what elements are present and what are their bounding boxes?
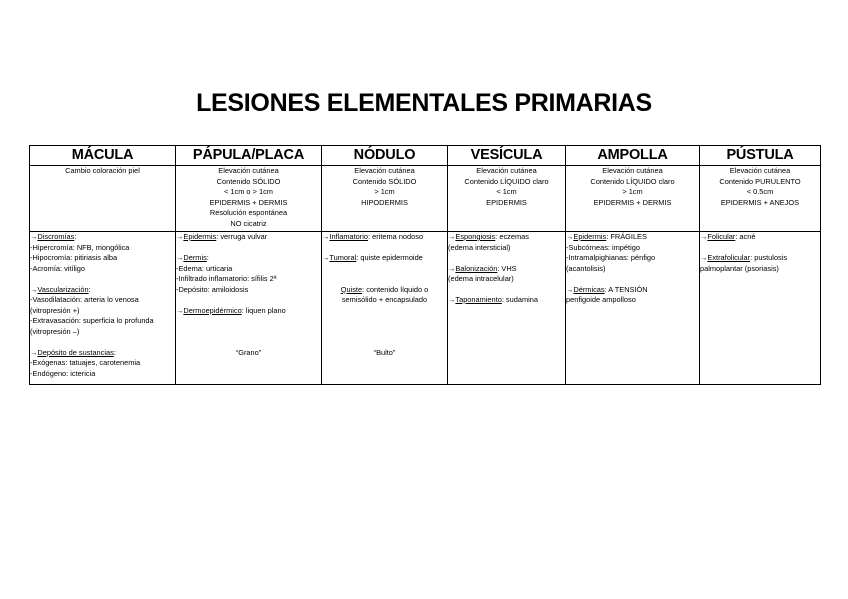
detail-line: (vitropresión +) xyxy=(30,305,80,315)
summary-line: Contenido SÓLIDO xyxy=(352,176,417,186)
subtype-heading: Dérmicas xyxy=(573,284,605,294)
line-gap xyxy=(322,243,447,254)
column-header: MÁCULA xyxy=(30,146,176,166)
detail-cell xyxy=(566,232,700,385)
subtype-text: : contenido líquido o xyxy=(362,284,429,294)
summary-line: EPIDERMIS + DERMIS xyxy=(593,197,672,207)
line-gap xyxy=(448,285,565,296)
summary-line: HIPODERMIS xyxy=(361,197,408,207)
summary-line: Contenido PURULENTO xyxy=(719,176,801,186)
subtype-heading: Tumoral xyxy=(329,253,357,262)
header-row xyxy=(30,146,821,166)
detail-line: penfigoide ampolloso xyxy=(566,295,636,304)
arrow-icon: → xyxy=(176,253,184,262)
subtype-heading: Depósito de sustancias xyxy=(37,347,114,357)
subtype-text: : quiste epidermoide xyxy=(356,253,423,262)
subtype-line xyxy=(566,285,699,296)
arrow-icon: → xyxy=(30,284,38,294)
subtype-text: : acné xyxy=(735,232,756,241)
summary-line: Elevación cutánea xyxy=(602,166,663,175)
subtype-text: : xyxy=(206,253,209,262)
detail-line: -Acromía: vitíligo xyxy=(30,263,86,273)
subtype-heading: Dermoepidérmico xyxy=(183,305,242,315)
summary-line: < 1cm xyxy=(496,187,517,196)
subtype-heading: Epidermis xyxy=(573,232,607,241)
subtype-line xyxy=(448,295,565,306)
line-gap xyxy=(322,264,447,275)
line-gap xyxy=(700,243,820,254)
summary-line: Elevación cutánea xyxy=(354,166,415,175)
detail-line: -Edema: urticaria xyxy=(176,263,233,273)
subtype-text: : sudamina xyxy=(501,295,538,304)
subtype-heading: Discromías xyxy=(37,232,75,241)
summary-cell xyxy=(700,166,821,232)
subtype-heading: Epidermis xyxy=(183,232,217,241)
detail-cell xyxy=(30,232,176,385)
column-header: PÁPULA/PLACA xyxy=(176,146,322,166)
arrow-icon: → xyxy=(322,253,330,262)
detail-line: -Depósito: amiloidosis xyxy=(176,284,249,294)
subtype-heading: Inflamatorio xyxy=(329,232,369,241)
colloquial-name: “Bulto” xyxy=(373,347,396,357)
detail-line: -Subcórneas: impétigo xyxy=(566,242,640,252)
arrow-icon: → xyxy=(30,347,38,357)
detail-line: -Vasodilatación: arteria lo venosa xyxy=(30,295,139,304)
subtype-text: : eczemas xyxy=(495,232,529,241)
summary-line: Resolución espontánea xyxy=(209,208,288,217)
summary-row xyxy=(30,166,821,232)
subtype-heading: Taponamiento xyxy=(455,295,502,304)
column-header: NÓDULO xyxy=(322,146,448,166)
subtype-text: : xyxy=(113,347,116,357)
subtype-line xyxy=(700,232,820,243)
arrow-icon: → xyxy=(448,232,456,241)
arrow-icon: → xyxy=(30,232,38,241)
subtype-line xyxy=(322,232,447,243)
detail-row xyxy=(30,232,821,385)
summary-line: < 0.5cm xyxy=(746,187,774,196)
subtype-line xyxy=(176,253,321,264)
summary-line: Contenido LÍQUIDO claro xyxy=(464,176,549,186)
detail-cell xyxy=(700,232,821,385)
line-gap xyxy=(176,243,321,254)
detail-line: palmoplantar (psoriasis) xyxy=(700,263,779,273)
summary-line: Cambio coloración piel xyxy=(65,166,140,175)
subtype-heading: Folicular xyxy=(707,232,736,241)
subtype-heading: Balonización xyxy=(455,263,498,273)
arrow-icon: → xyxy=(700,232,708,241)
subtype-text: : liquen plano xyxy=(241,305,286,315)
subtype-line xyxy=(566,232,699,243)
line-gap xyxy=(176,316,321,327)
detail-cell xyxy=(176,232,322,385)
detail-line: (vitropresión –) xyxy=(30,326,80,336)
arrow-icon: → xyxy=(566,284,574,294)
subtype-line xyxy=(322,285,447,296)
detail-line: semisólido + encapsulado xyxy=(341,295,428,304)
arrow-icon: → xyxy=(322,232,330,241)
colloquial-name: “Grano” xyxy=(235,347,262,357)
subtype-text: : xyxy=(88,284,91,294)
column-header: PÚSTULA xyxy=(700,146,821,166)
summary-cell xyxy=(322,166,448,232)
detail-cell xyxy=(448,232,566,385)
summary-line: < 1cm o > 1cm xyxy=(224,187,273,196)
subtype-line xyxy=(176,232,321,243)
subtype-line xyxy=(30,285,175,296)
subtype-line xyxy=(448,264,565,275)
subtype-line xyxy=(30,348,175,359)
arrow-icon: → xyxy=(448,263,456,273)
subtype-text: : xyxy=(74,232,77,241)
detail-line: -Exógenas: tatuajes, carotenemia xyxy=(30,358,141,367)
line-gap xyxy=(322,337,447,348)
subtype-heading: Extrafolicular xyxy=(707,253,751,262)
summary-cell xyxy=(30,166,176,232)
summary-line: EPIDERMIS + DERMIS xyxy=(209,197,288,207)
summary-line: Elevación cutánea xyxy=(218,166,279,175)
column-header: AMPOLLA xyxy=(566,146,700,166)
subtype-line xyxy=(30,232,175,243)
summary-line: Elevación cutánea xyxy=(476,166,537,175)
summary-line: NO cicatriz xyxy=(230,218,267,228)
summary-line: Elevación cutánea xyxy=(729,166,791,175)
subtype-heading: Espongiosis xyxy=(455,232,496,241)
detail-line: -Hipercromía: NFB, mongólica xyxy=(30,242,130,252)
summary-line: Contenido SÓLIDO xyxy=(216,176,281,186)
detail-line: (edema intersticial) xyxy=(448,242,511,252)
subtype-heading: Quiste xyxy=(340,284,363,294)
page-title: LESIONES ELEMENTALES PRIMARIAS xyxy=(196,89,652,117)
subtype-line xyxy=(700,253,820,264)
subtype-text: : VHS xyxy=(497,263,517,273)
arrow-icon: → xyxy=(566,232,574,241)
subtype-line xyxy=(176,306,321,317)
summary-line: EPIDERMIS + ANEJOS xyxy=(720,197,800,207)
line-gap xyxy=(566,274,699,285)
lesions-table xyxy=(29,145,821,385)
arrow-icon: → xyxy=(176,232,184,241)
subtype-text: : A TENSIÓN xyxy=(604,284,648,294)
summary-line: > 1cm xyxy=(374,187,395,196)
arrow-icon: → xyxy=(700,253,708,262)
line-gap xyxy=(30,274,175,285)
subtype-text: : eritema nodoso xyxy=(368,232,424,241)
subtype-heading: Vascularización xyxy=(37,284,89,294)
line-gap xyxy=(176,337,321,348)
summary-cell xyxy=(566,166,700,232)
column-header: VESÍCULA xyxy=(448,146,566,166)
subtype-text: : FRÁGILES xyxy=(606,232,647,241)
subtype-line xyxy=(322,253,447,264)
line-gap xyxy=(176,295,321,306)
arrow-icon: → xyxy=(448,295,456,304)
detail-line: (acantolisis) xyxy=(566,263,606,273)
detail-line: -Extravasación: superficia lo profunda xyxy=(30,316,154,325)
detail-line: (edema intracelular) xyxy=(448,274,514,283)
detail-line: -Intramalpighianas: pénfigo xyxy=(566,253,656,262)
line-gap xyxy=(30,337,175,348)
subtype-line xyxy=(448,232,565,243)
line-gap xyxy=(322,316,447,327)
line-gap xyxy=(176,327,321,338)
summary-cell xyxy=(448,166,566,232)
detail-line: -Endógeno: ictericia xyxy=(30,368,96,378)
arrow-icon: → xyxy=(176,305,184,315)
line-gap xyxy=(322,327,447,338)
line-gap xyxy=(322,306,447,317)
subtype-text: : pustulosis xyxy=(750,253,788,262)
line-gap xyxy=(322,274,447,285)
summary-line: EPIDERMIS xyxy=(486,197,527,207)
summary-line: > 1cm xyxy=(622,187,643,196)
summary-cell xyxy=(176,166,322,232)
line-gap xyxy=(448,253,565,264)
detail-line: -Infiltrado inflamatorio: sífilis 2ª xyxy=(176,274,277,283)
subtype-text: : verruga vulvar xyxy=(216,232,268,241)
subtype-heading: Dermis xyxy=(183,253,207,262)
detail-cell xyxy=(322,232,448,385)
summary-line: Contenido LÍQUIDO claro xyxy=(590,176,675,186)
detail-line: -Hipocromía: pitiriasis alba xyxy=(30,253,118,262)
